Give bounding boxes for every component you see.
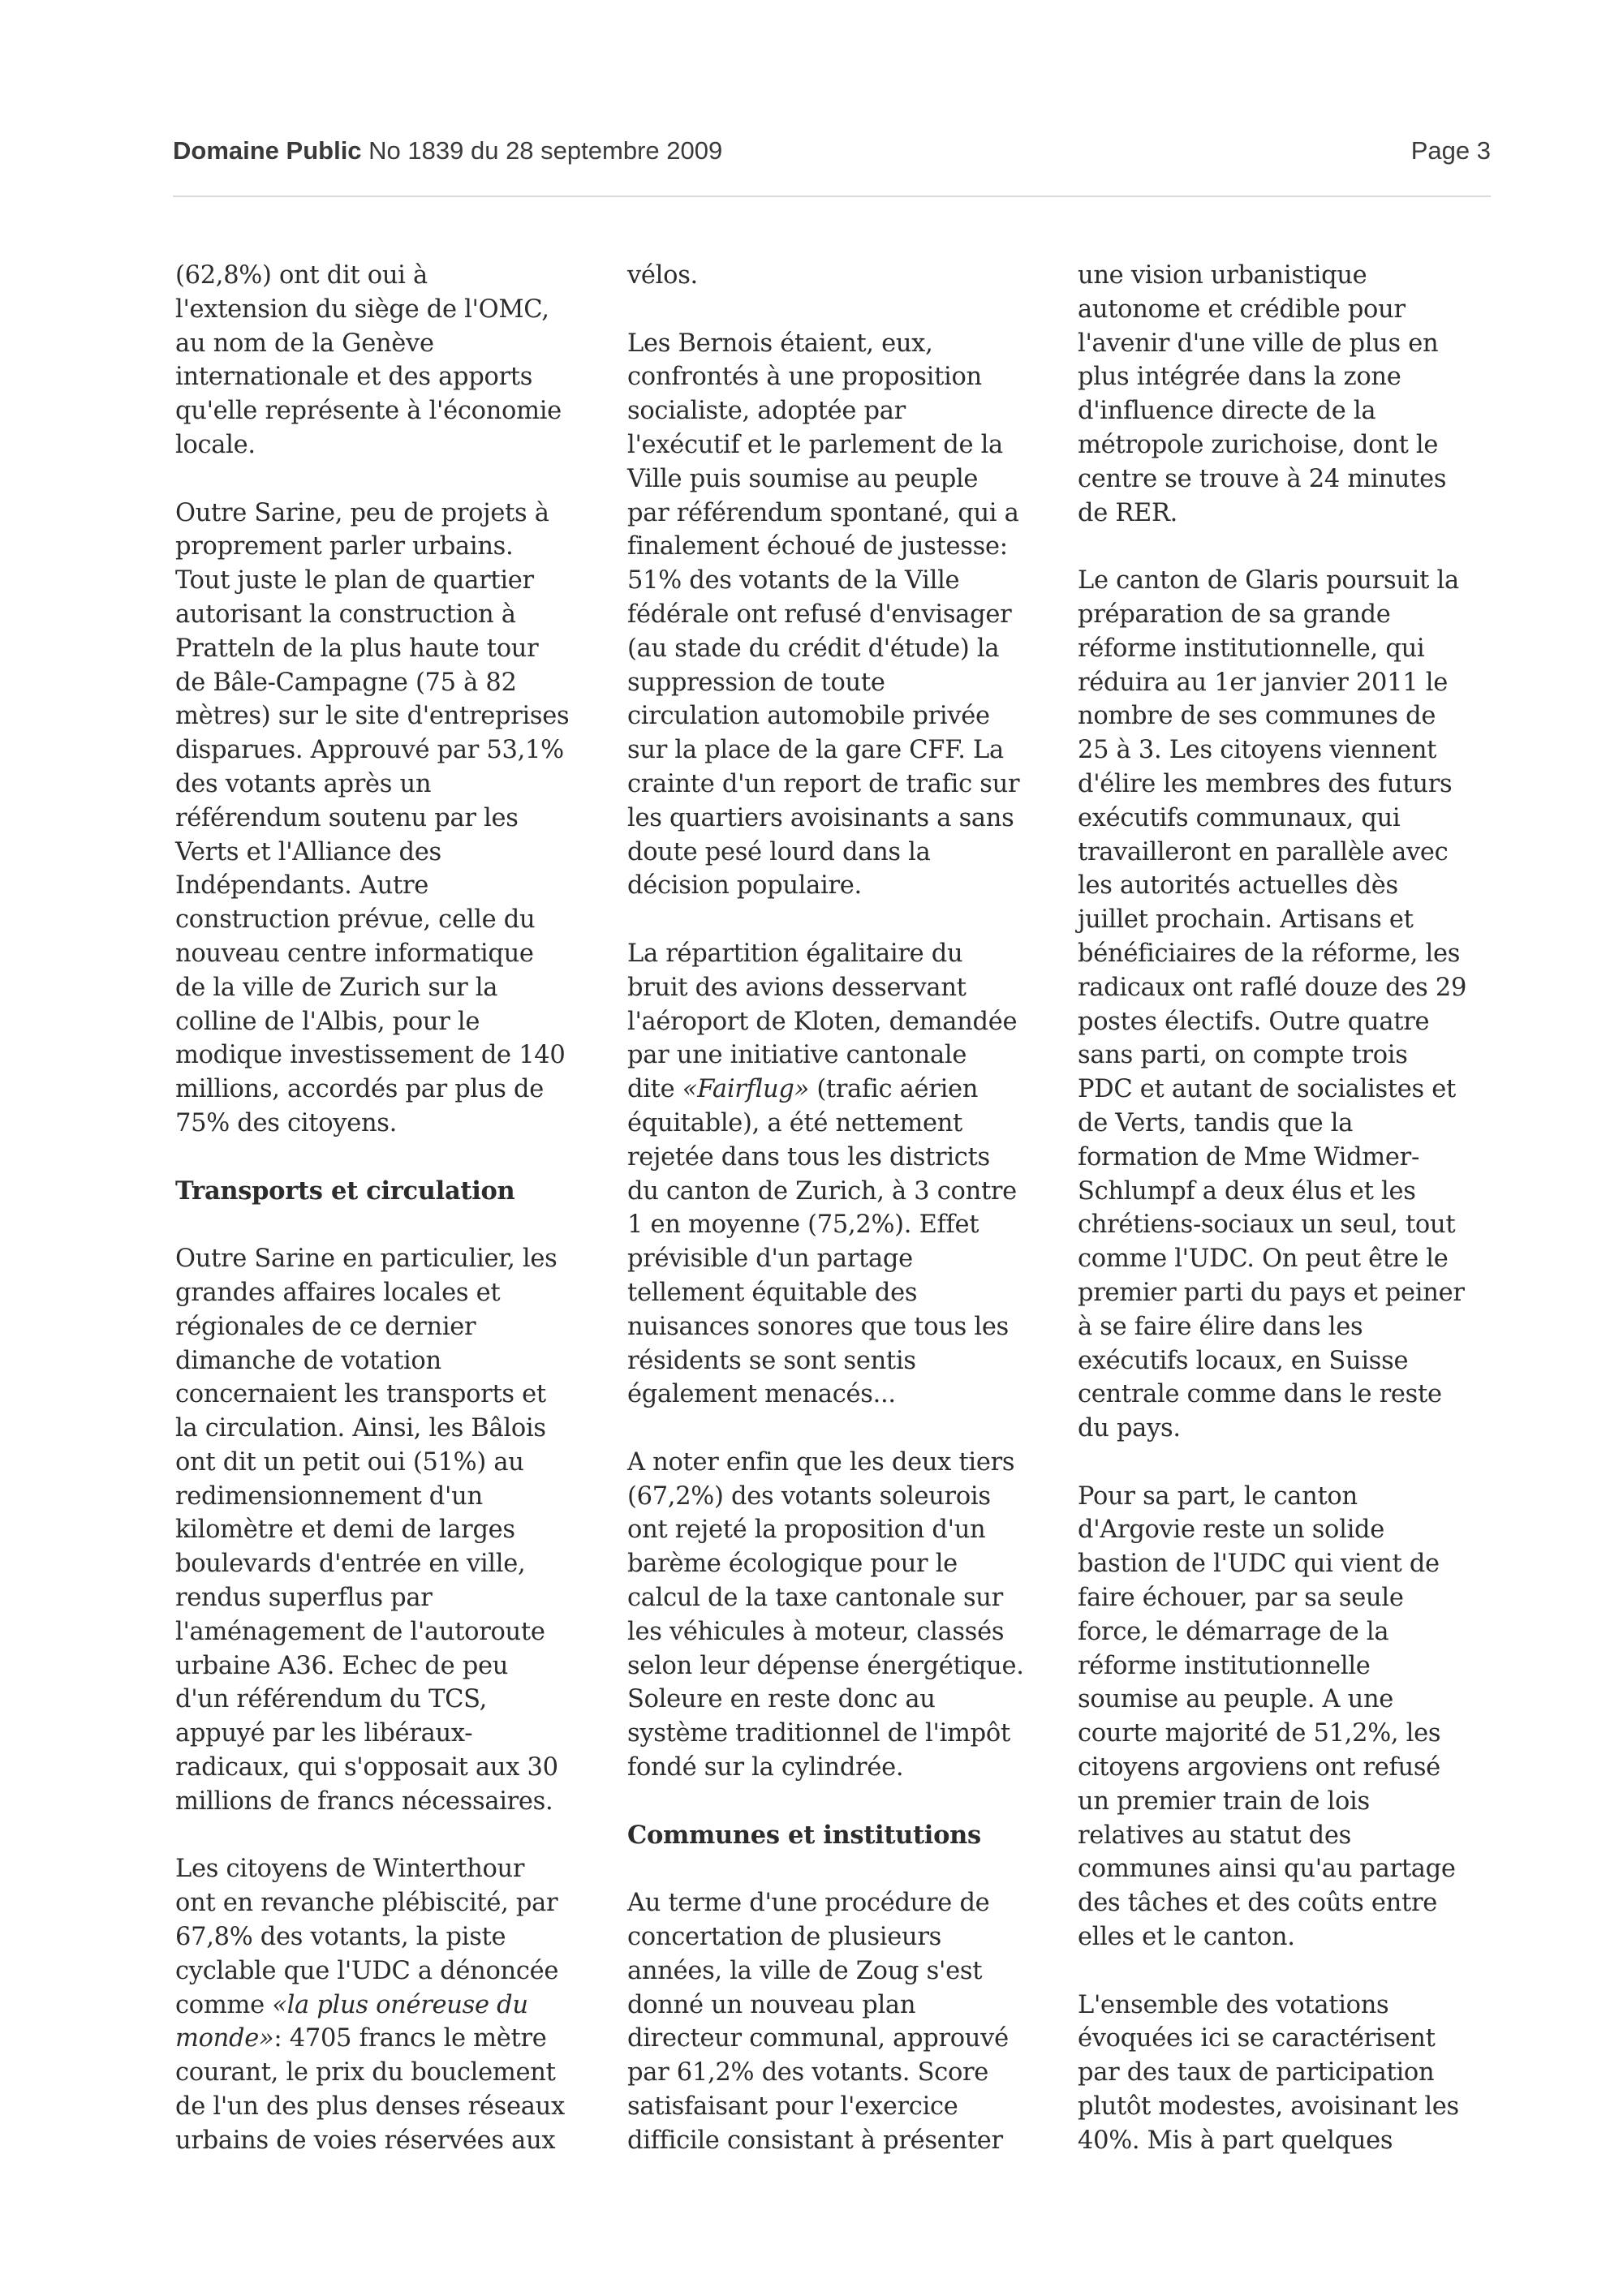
text-line: 51% des votants de la Ville	[627, 566, 960, 595]
text-line: appuyé par les libéraux-	[175, 1719, 473, 1748]
text-line: également menacés...	[627, 1380, 896, 1409]
text-line: tellement équitable des	[627, 1278, 918, 1307]
text-line: réforme institutionnelle, qui	[1078, 634, 1425, 663]
text-line: d'élire les membres des futurs	[1078, 769, 1453, 798]
section-heading-transports: Transports et circulation	[175, 1176, 515, 1206]
header-divider	[173, 196, 1491, 197]
text-line: faire échouer, par sa seule	[1078, 1584, 1404, 1613]
text-line: millions de francs nécessaires.	[175, 1786, 553, 1816]
text-line: (au stade du crédit d'étude) la	[627, 634, 1000, 663]
text-line: concertation de plusieurs	[627, 1923, 941, 1952]
text-line: l'aéroport de Kloten, demandée	[627, 1007, 1018, 1036]
text-line: d'un référendum du TCS,	[175, 1685, 488, 1714]
text-line: proprement parler urbains.	[175, 532, 514, 561]
text-line: soumise au peuple. A une	[1078, 1685, 1394, 1714]
text-line: des tâches et des coûts entre	[1078, 1889, 1437, 1918]
text-line: ont en revanche plébiscité, par	[175, 1889, 558, 1918]
text-line: Schlumpf a deux élus et les	[1078, 1176, 1416, 1206]
text-line: autorisant la construction à	[175, 600, 516, 629]
text-line: travailleront en parallèle avec	[1078, 837, 1449, 866]
text-line: kilomètre et demi de larges	[175, 1516, 515, 1545]
text-line: d'influence directe de la	[1078, 397, 1376, 426]
text-line: de Verts, tandis que la	[1078, 1108, 1354, 1137]
text-line: par des taux de participation	[1078, 2058, 1435, 2087]
column-3	[1078, 259, 1500, 2158]
text-line: Pour sa part, le canton	[1078, 1481, 1358, 1511]
text-line: exécutifs communaux, qui	[1078, 803, 1401, 832]
text-line: donné un nouveau plan	[627, 1990, 916, 2019]
text-line: de Bâle-Campagne (75 à 82	[175, 668, 517, 697]
text-line: de RER.	[1078, 498, 1178, 527]
page-number: Page 3	[1410, 136, 1491, 165]
issue-info: No 1839 du 28 septembre 2009	[361, 136, 723, 165]
text-line: centrale comme dans le reste	[1078, 1380, 1442, 1409]
text-line: Outre Sarine, peu de projets à	[175, 498, 549, 527]
text-line: réduira au 1er janvier 2011 le	[1078, 668, 1448, 697]
text-line: juillet prochain. Artisans et	[1078, 905, 1414, 935]
text-line: disparues. Approuvé par 53,1%	[175, 736, 564, 765]
text-line: vélos.	[627, 261, 698, 290]
text-line: bastion de l'UDC qui vient de	[1078, 1550, 1440, 1579]
text-line: A noter enfin que les deux tiers	[627, 1447, 1015, 1477]
text-line: urbaine A36. Echec de peu	[175, 1651, 509, 1680]
text-fragment: : 4705 francs le mètre	[273, 2024, 547, 2053]
text-line: la circulation. Ainsi, les Bâlois	[175, 1414, 546, 1443]
text-line: internationale et des apports	[175, 363, 533, 392]
text-line: Les Bernois étaient, eux,	[627, 329, 933, 358]
text-line: fédérale ont refusé d'envisager	[627, 600, 1012, 629]
text-line: urbains de voies réservées aux	[175, 2126, 556, 2155]
paragraph-lines	[175, 1852, 597, 1988]
text-line: référendum soutenu par les	[175, 803, 519, 832]
text-line: Le canton de Glaris poursuit la	[1078, 566, 1459, 595]
text-line: Soleure en reste donc au	[627, 1685, 936, 1714]
paragraph	[1078, 1480, 1500, 1954]
text-line: difficile consistant à présenter	[627, 2126, 1003, 2155]
text-line	[175, 1989, 597, 2023]
paragraph	[175, 259, 597, 462]
text-line	[627, 1073, 1049, 1107]
column-1	[175, 259, 597, 2158]
text-line: à se faire élire dans les	[1078, 1312, 1363, 1341]
text-line: de la ville de Zurich sur la	[175, 973, 498, 1002]
paragraph	[627, 1446, 1049, 1785]
text-line: bruit des avions desservant	[627, 973, 966, 1002]
text-line: directeur communal, approuvé	[627, 2024, 1009, 2053]
text-line: plutôt modestes, avoisinant les	[1078, 2092, 1459, 2122]
text-line: concernaient les transports et	[175, 1380, 546, 1409]
paragraph	[627, 327, 1049, 904]
text-line: courant, le prix du bouclement	[175, 2058, 556, 2087]
text-line: nuisances sonores que tous les	[627, 1312, 1009, 1341]
text-line: satisfaisant pour l'exercice	[627, 2092, 958, 2122]
text-line: chrétiens-sociaux un seul, tout	[1078, 1210, 1456, 1240]
text-line	[175, 2022, 597, 2056]
text-line: régionales de ce dernier	[175, 1312, 476, 1341]
publication-name: Domaine Public	[173, 136, 362, 165]
text-line: les quartiers avoisinants a sans	[627, 803, 1014, 832]
text-line: un premier train de lois	[1078, 1786, 1370, 1816]
text-line: Les citoyens de Winterthour	[175, 1855, 525, 1884]
text-line: citoyens argoviens ont refusé	[1078, 1753, 1440, 1782]
text-line: sans parti, on compte trois	[1078, 1041, 1408, 1070]
text-line: exécutifs locaux, en Suisse	[1078, 1346, 1409, 1375]
paragraph	[1078, 564, 1500, 1446]
text-line: nouveau centre informatique	[175, 939, 534, 968]
text-line: elles et le canton.	[1078, 1923, 1295, 1952]
page-header	[173, 131, 1491, 170]
text-line: 1 en moyenne (75,2%). Effet	[627, 1210, 979, 1240]
text-line: comme l'UDC. On peut être le	[1078, 1245, 1449, 1274]
text-line: construction prévue, celle du	[175, 905, 536, 935]
text-line: grandes affaires locales et	[175, 1278, 501, 1307]
text-line: rejetée dans tous les districts	[627, 1142, 990, 1172]
text-line: de l'un des plus denses réseaux	[175, 2092, 565, 2122]
text-line: Tout juste le plan de quartier	[175, 566, 534, 595]
column-2	[627, 259, 1049, 2158]
text-line: équitable), a été nettement	[627, 1108, 962, 1137]
text-line: par une initiative cantonale	[627, 1041, 967, 1070]
paragraph	[627, 259, 1049, 293]
text-line: (62,8%) ont dit oui à	[175, 261, 428, 290]
paragraph	[1078, 1989, 1500, 2158]
text-line: calcul de la taxe cantonale sur	[627, 1584, 1003, 1613]
text-line: communes ainsi qu'au partage	[1078, 1855, 1456, 1884]
text-line: centre se trouve à 24 minutes	[1078, 464, 1447, 493]
text-line: 75% des citoyens.	[175, 1108, 398, 1137]
text-line: circulation automobile privée	[627, 702, 990, 731]
text-line: force, le démarrage de la	[1078, 1617, 1389, 1646]
text-line: crainte d'un report de trafic sur	[627, 769, 1020, 798]
text-line: postes électifs. Outre quatre	[1078, 1007, 1430, 1036]
quote-text: «la plus onéreuse du	[272, 1990, 528, 2019]
text-line: Ville puis soumise au peuple	[627, 464, 979, 493]
text-line: l'extension du siège de l'OMC,	[175, 295, 549, 324]
paragraph	[175, 1242, 597, 1819]
text-line: résidents se sont sentis	[627, 1346, 916, 1375]
text-line: d'Argovie reste un solide	[1078, 1516, 1384, 1545]
text-line: ont dit un petit oui (51%) au	[175, 1447, 524, 1477]
text-line: relatives au statut des	[1078, 1821, 1351, 1850]
text-line: plus intégrée dans la zone	[1078, 363, 1401, 392]
text-fragment: comme	[175, 1990, 273, 2019]
text-line: ont rejeté la proposition d'un	[627, 1516, 986, 1545]
text-line: 40%. Mis à part quelques	[1078, 2126, 1393, 2155]
text-line: modique investissement de 140	[175, 1041, 566, 1070]
text-line: métropole zurichoise, dont le	[1078, 430, 1439, 459]
paragraph	[175, 497, 597, 1141]
text-line: sur la place de la gare CFF. La	[627, 736, 1004, 765]
text-line: par référendum spontané, qui a	[627, 498, 1019, 527]
text-line: La répartition égalitaire du	[627, 939, 963, 968]
text-line: années, la ville de Zoug s'est	[627, 1956, 983, 1985]
paragraph	[175, 1852, 597, 2157]
text-line: prévisible d'un partage	[627, 1245, 913, 1274]
text-line: Indépendants. Autre	[175, 871, 428, 901]
text-line: confrontés à une proposition	[627, 363, 982, 392]
text-line: radicaux ont raflé douze des 29	[1078, 973, 1467, 1002]
paragraph	[627, 937, 1049, 1412]
text-line: des votants après un	[175, 769, 432, 798]
text-line: formation de Mme Widmer-	[1078, 1142, 1419, 1172]
text-line: socialiste, adoptée par	[627, 397, 906, 426]
text-line: au nom de la Genève	[175, 329, 434, 358]
text-line: PDC et autant de socialistes et	[1078, 1075, 1456, 1104]
quote-text: «Fairflug»	[682, 1075, 809, 1104]
text-line: nombre de ses communes de	[1078, 702, 1436, 731]
quote-text: monde»	[175, 2024, 274, 2053]
text-fragment: dite	[627, 1075, 682, 1104]
text-line: préparation de sa grande	[1078, 600, 1391, 629]
text-line: courte majorité de 51,2%, les	[1078, 1719, 1441, 1748]
section-heading-communes: Communes et institutions	[627, 1820, 981, 1850]
text-line: autonome et crédible pour	[1078, 295, 1406, 324]
text-line: du canton de Zurich, à 3 contre	[627, 1176, 1017, 1206]
text-line: doute pesé lourd dans la	[627, 837, 931, 866]
text-line: rendus superflus par	[175, 1584, 433, 1613]
text-line: suppression de toute	[627, 668, 885, 697]
text-line: finalement échoué de justesse:	[627, 532, 1008, 561]
text-line: évoquées ici se caractérisent	[1078, 2024, 1436, 2053]
text-line: dimanche de votation	[175, 1346, 441, 1375]
text-fragment: (trafic aérien	[808, 1075, 979, 1104]
paragraph	[1078, 259, 1500, 530]
text-line: radicaux, qui s'opposait aux 30	[175, 1753, 558, 1782]
text-line: cyclable que l'UDC a dénoncée	[175, 1956, 559, 1985]
text-line: les véhicules à moteur, classés	[627, 1617, 1005, 1646]
text-line: mètres) sur le site d'entreprises	[175, 702, 570, 731]
text-line: l'exécutif et le parlement de la	[627, 430, 1003, 459]
text-line: Au terme d'une procédure de	[627, 1889, 990, 1918]
text-line: selon leur dépense énergétique.	[627, 1651, 1024, 1680]
text-line: L'ensemble des votations	[1078, 1990, 1389, 2019]
text-line: réforme institutionnelle	[1078, 1651, 1371, 1680]
paragraph-lines	[175, 2056, 597, 2157]
text-line: 25 à 3. Les citoyens viennent	[1078, 736, 1437, 765]
text-line: barème écologique pour le	[627, 1550, 958, 1579]
text-line: (67,2%) des votants soleurois	[627, 1481, 991, 1511]
text-line: Verts et l'Alliance des	[175, 837, 441, 866]
text-line: par 61,2% des votants. Score	[627, 2058, 989, 2087]
text-line: fondé sur la cylindrée.	[627, 1753, 904, 1782]
text-line: Outre Sarine en particulier, les	[175, 1245, 558, 1274]
text-line: du pays.	[1078, 1414, 1181, 1443]
text-line: locale.	[175, 430, 256, 459]
paragraph-lines	[627, 937, 1049, 1073]
text-line: les autorités actuelles dès	[1078, 871, 1398, 901]
text-line: décision populaire.	[627, 871, 862, 901]
text-line: 67,8% des votants, la piste	[175, 1923, 506, 1952]
text-line: redimensionnement d'un	[175, 1481, 483, 1511]
text-line: une vision urbanistique	[1078, 261, 1367, 290]
text-line: l'aménagement de l'autoroute	[175, 1617, 545, 1646]
text-line: millions, accordés par plus de	[175, 1075, 545, 1104]
text-line: Pratteln de la plus haute tour	[175, 634, 539, 663]
text-line: boulevards d'entrée en ville,	[175, 1550, 526, 1579]
paragraph-lines	[627, 1107, 1049, 1412]
text-line: bénéficiaires de la réforme, les	[1078, 939, 1461, 968]
text-line: colline de l'Albis, pour le	[175, 1007, 480, 1036]
text-line: système traditionnel de l'impôt	[627, 1719, 1010, 1748]
paragraph	[627, 1886, 1049, 2157]
text-line: premier parti du pays et peiner	[1078, 1278, 1465, 1307]
text-line: l'avenir d'une ville de plus en	[1078, 329, 1439, 358]
text-line: qu'elle représente à l'économie	[175, 397, 562, 426]
